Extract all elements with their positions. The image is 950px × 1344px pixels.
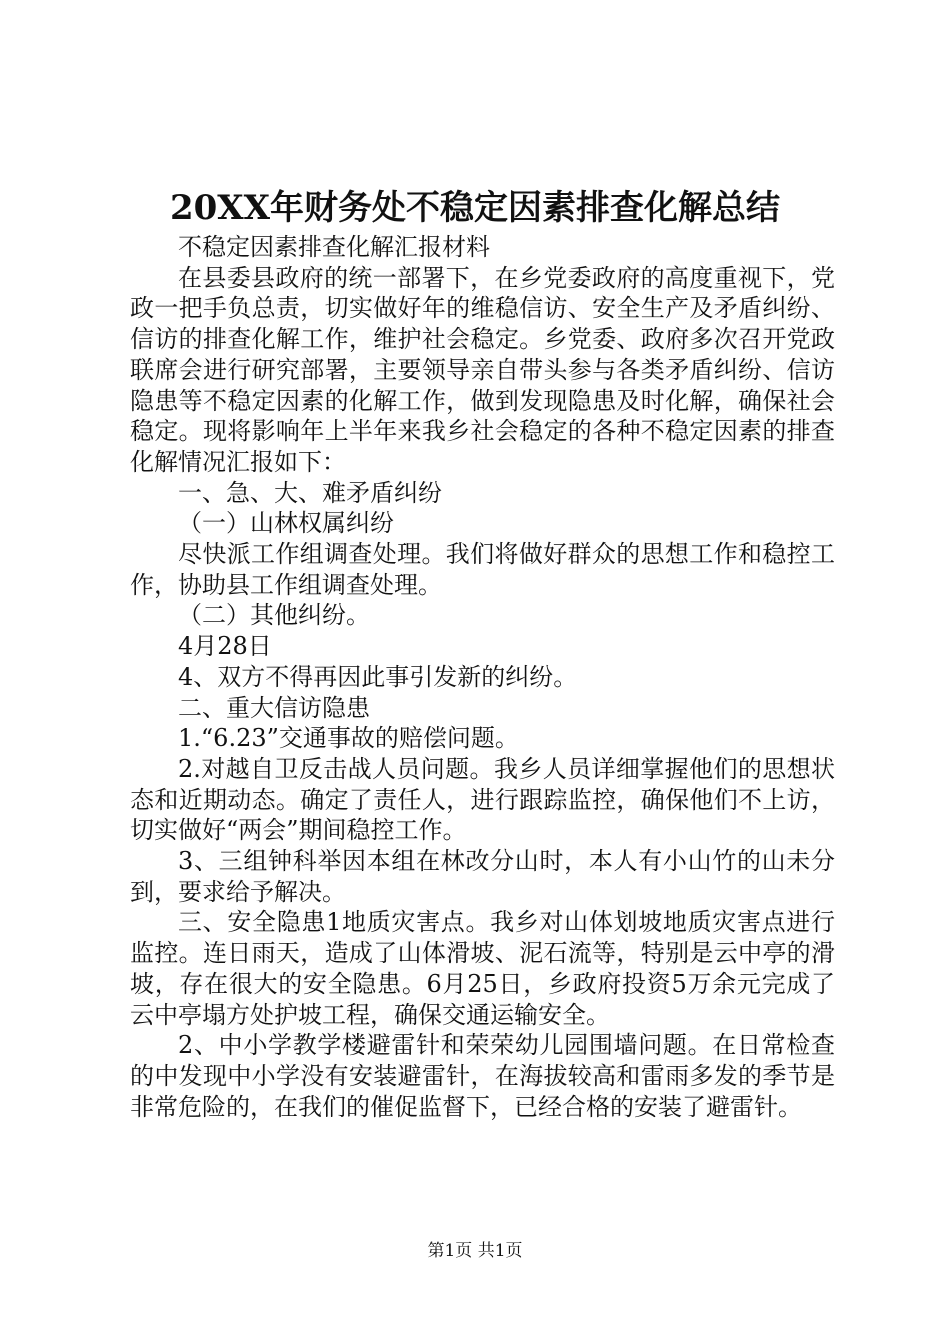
- paragraph-lightning: 2、中小学教学楼避雷针和荣荣幼儿园围墙问题。在日常检查的中发现中小学没有安装避雷针，在海拔较高和雷雨多发的季节是非常危险的，在我们的催促监督下，已经合格的安装了避雷针。: [130, 1031, 835, 1121]
- paragraph-item-4: 4、双方不得再因此事引发新的纠纷。: [178, 662, 578, 691]
- subsection-heading-2: （二）其他纠纷。: [178, 601, 370, 630]
- document-title: 20XX年财务处不稳定因素排查化解总结: [169, 188, 781, 228]
- page-footer: 第1页 共1页: [427, 1241, 523, 1261]
- paragraph-item-3: 3、三组钟科举因本组在林改分山时，本人有小山竹的山未分到，要求给予解决。: [130, 847, 835, 906]
- paragraph-intro: 在县委县政府的统一部署下，在乡党委政府的高度重视下，党政一把手负总责，切实做好年的维稳信访、安全生产及矛盾纠纷、信访的排查化解工作，维护社会稳定。乡党委、政府多次召开党政联席会进行研究部署，主要领导亲自带头参与各类矛盾纠纷、信访隐患等不稳定因素的化解工作，做到发现隐患及时化解，确保社会稳定。现将影响年上半年来我乡社会稳定的各种不稳定因素的排查化解情况汇报如下：: [130, 263, 835, 476]
- section-heading-2: 二、重大信访隐患: [178, 693, 370, 722]
- subsection-heading-1: （一）山林权属纠纷: [178, 509, 394, 538]
- paragraph-date: 4月28日: [178, 632, 272, 661]
- section-heading-1: 一、急、大、难矛盾纠纷: [178, 478, 442, 507]
- paragraph-item-1: 1.“6.23”交通事故的赔偿问题。: [178, 724, 519, 753]
- paragraph-item-2: 2.对越自卫反击战人员问题。我乡人员详细掌握他们的思想状态和近期动态。确定了责任人，进行跟踪监控，确保他们不上访，切实做好“两会”期间稳控工作。: [130, 754, 835, 845]
- document-body: [130, 232, 835, 1122]
- paragraph-subtitle: 不稳定因素排查化解汇报材料: [178, 233, 490, 261]
- paragraph-safety: 三、安全隐患1地质灾害点。我乡对山体划坡地质灾害点进行监控。连日雨天，造成了山体滑坡、泥石流等，特别是云中亭的滑坡，存在很大的安全隐患。6月25日，乡政府投资5万余元完成了云中亭塌方处护坡工程，确保交通运输安全。: [130, 908, 835, 1029]
- paragraph-forest-dispute: 尽快派工作组调查处理。我们将做好群众的思想工作和稳控工作，协助县工作组调查处理。: [130, 540, 835, 599]
